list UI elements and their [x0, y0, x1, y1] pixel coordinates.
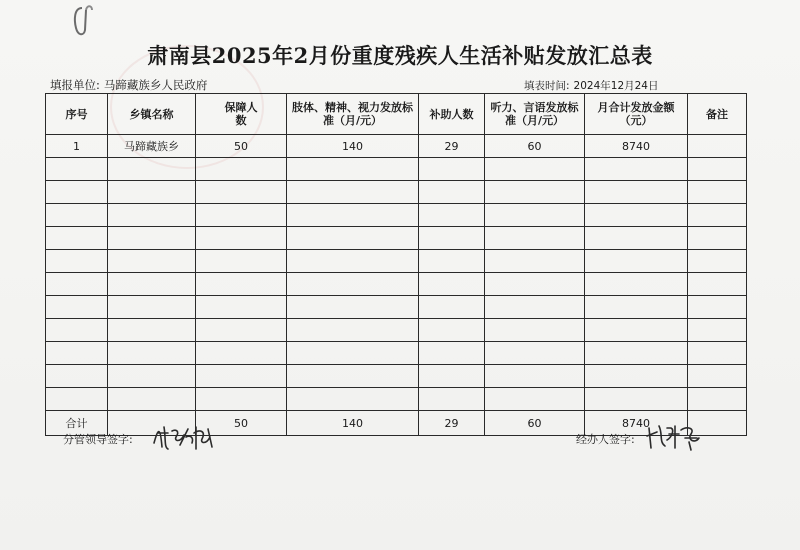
cell-remark [688, 135, 747, 158]
header-limb-standard: 肢体、精神、视力发放标准（月/元） [287, 94, 419, 135]
empty-row [46, 296, 747, 319]
empty-row [46, 273, 747, 296]
total-insured: 50 [196, 411, 287, 436]
empty-row [46, 181, 747, 204]
header-seq: 序号 [46, 94, 108, 135]
empty-row [46, 342, 747, 365]
total-monthly-total: 8740 [585, 411, 688, 436]
operator-signature-label: 经办人签字: [576, 433, 635, 446]
fill-date-value: 2024年12月24日 [573, 80, 659, 92]
total-label: 合计 [46, 411, 108, 436]
header-hearing-standard: 听力、言语发放标准（月/元） [485, 94, 585, 135]
table-header-row [46, 94, 747, 135]
fill-date [524, 78, 659, 93]
cell-seq: 1 [46, 135, 108, 158]
operator-handwritten-signature [645, 420, 703, 452]
cell-monthly-total: 8740 [585, 135, 688, 158]
cell-township: 马蹄藏族乡 [108, 135, 196, 158]
header-monthly-total: 月合计发放金额（元） [585, 94, 688, 135]
reporting-unit-value: 马蹄藏族乡人民政府 [103, 78, 208, 92]
total-hearing-standard: 60 [485, 411, 585, 436]
reporting-unit [50, 77, 207, 93]
total-limb-standard: 140 [287, 411, 419, 436]
header-subsidy-count: 补助人数 [419, 94, 485, 135]
summary-table-wrapper [45, 93, 746, 430]
cell-insured: 50 [196, 135, 287, 158]
table-row [46, 135, 747, 158]
header-township: 乡镇名称 [108, 94, 196, 135]
paper-clip-icon [62, 2, 102, 42]
header-remark: 备注 [688, 94, 747, 135]
empty-row [46, 250, 747, 273]
empty-row [46, 204, 747, 227]
leader-handwritten-signature [150, 421, 218, 453]
empty-row [46, 388, 747, 411]
summary-table [45, 93, 747, 436]
total-subsidy-count: 29 [419, 411, 485, 436]
document-title: 肃南县2025年2月份重度残疾人生活补贴发放汇总表 [147, 43, 653, 68]
empty-row [46, 158, 747, 181]
cell-limb-standard: 140 [287, 135, 419, 158]
cell-hearing-standard: 60 [485, 135, 585, 158]
fill-date-label: 填表时间: [524, 80, 570, 92]
header-insured: 保障人数 [196, 94, 287, 135]
empty-row [46, 365, 747, 388]
empty-row [46, 227, 747, 250]
leader-signature-label: 分管领导签字: [63, 433, 133, 446]
reporting-unit-label: 填报单位: [50, 78, 100, 92]
cell-subsidy-count: 29 [419, 135, 485, 158]
empty-row [46, 319, 747, 342]
